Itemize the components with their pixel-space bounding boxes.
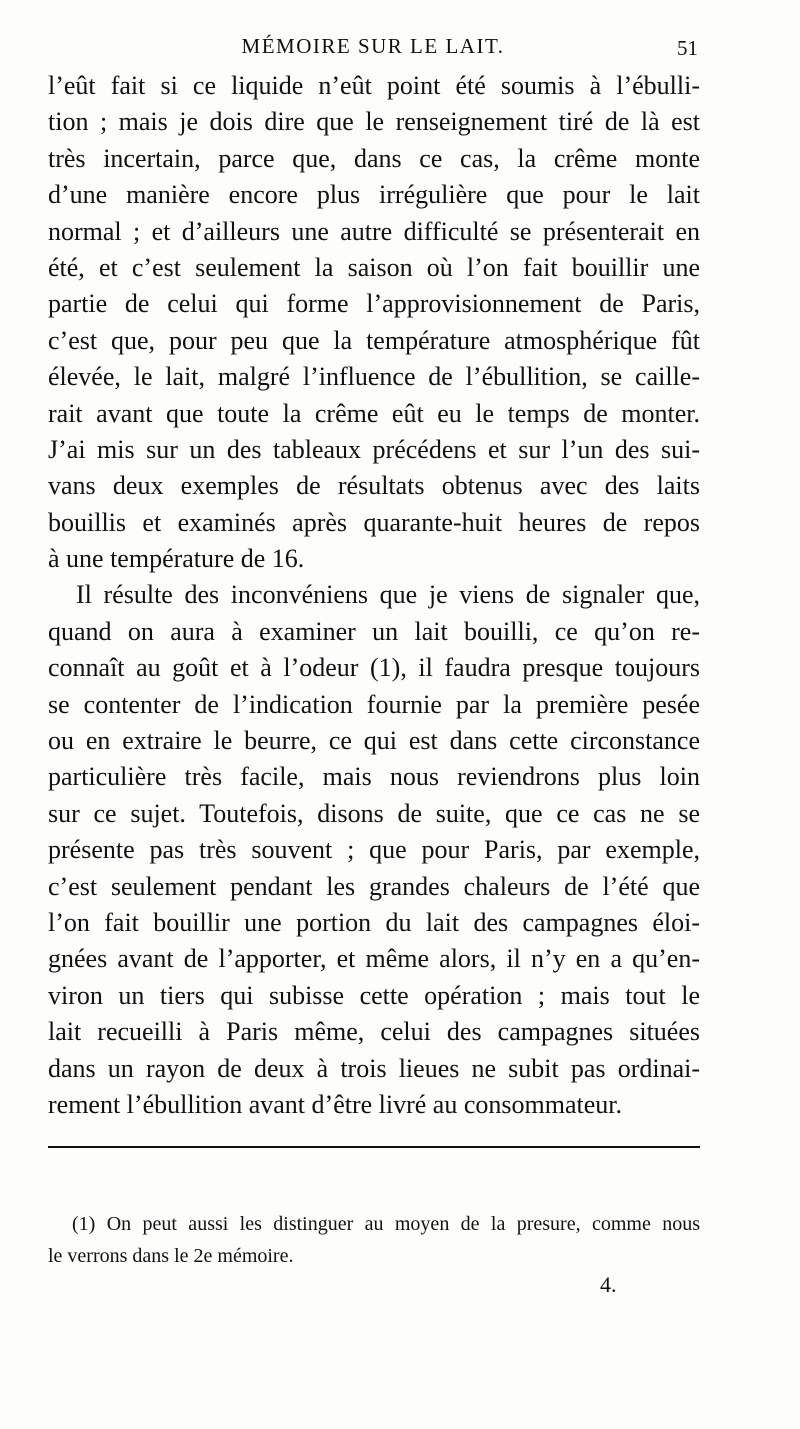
text-line: rement l’ébullition avant d’être livré au consommateur. — [48, 1089, 622, 1119]
text-line: se contenter de l’indication fournie par la première pesée — [48, 689, 700, 719]
footnote-rule — [48, 1146, 700, 1148]
text-line: bouillis et examinés après quarante-huit heures de repos — [48, 507, 700, 537]
text-line: élevée, le lait, malgré l’influence de l’ébullition, se caille- — [48, 362, 700, 392]
text-line: J’ai mis sur un des tableaux précédens et sur l’un des sui- — [48, 434, 700, 464]
page-number: 51 — [677, 36, 698, 60]
text-line: normal ; et d’ailleurs une autre difficulté se présenterait en — [48, 216, 700, 246]
footnote-line: (1) On peut aussi les distinguer au moyen de la presure, comme nous — [72, 1213, 700, 1235]
footnote — [48, 1208, 700, 1272]
text-line: rait avant que toute la crême eût eu le temps de monter. — [48, 398, 700, 428]
text-line: sur ce sujet. Toutefois, disons de suite, que ce cas ne se — [48, 798, 700, 828]
text-line: présente pas très souvent ; que pour Paris, par exemple, — [48, 835, 700, 865]
text-line: l’on fait bouillir une portion du lait des campagnes éloi- — [48, 907, 700, 937]
text-line: connaît au goût et à l’odeur (1), il faudra presque toujours — [48, 653, 700, 683]
running-head — [48, 30, 698, 64]
text-line: tion ; mais je dois dire que le renseignement tiré de là est — [48, 107, 700, 137]
text-line: partie de celui qui forme l’approvisionnement de Paris, — [48, 289, 700, 319]
text-line: c’est seulement pendant les grandes chaleurs de l’été que — [48, 871, 700, 901]
text-line: d’une manière encore plus irrégulière que pour le lait — [48, 180, 700, 210]
text-line: l’eût fait si ce liquide n’eût point été soumis à l’ébulli- — [48, 71, 700, 100]
body-text — [48, 68, 700, 1123]
text-line: été, et c’est seulement la saison où l’on fait bouillir une — [48, 252, 700, 282]
text-line: particulière très facile, mais nous reviendrons plus loin — [48, 762, 700, 792]
text-line: ou en extraire le beurre, ce qui est dans cette circonstance — [48, 726, 700, 756]
running-title: MÉMOIRE SUR LE LAIT. — [241, 34, 505, 58]
text-line: à une température de 16. — [48, 544, 305, 574]
paragraph-start-line: Il résulte des inconvéniens que je viens de signaler que, — [76, 580, 700, 610]
text-line: vans deux exemples de résultats obtenus avec des laits — [48, 471, 700, 501]
text-line: viron un tiers qui subisse cette opération ; mais tout le — [48, 980, 700, 1010]
text-line: quand on aura à examiner un lait bouilli, ce qu’on re- — [48, 616, 700, 646]
text-line: gnées avant de l’apporter, et même alors, il n’y en a qu’en- — [48, 944, 700, 974]
text-line: très incertain, parce que, dans ce cas, la crême monte — [48, 143, 700, 173]
text-line: dans un rayon de deux à trois lieues ne subit pas ordinai- — [48, 1053, 700, 1083]
footnote-line: le verrons dans le 2e mémoire. — [48, 1245, 294, 1267]
text-line: c’est que, pour peu que la température atmosphérique fût — [48, 325, 700, 355]
signature-mark: 4. — [600, 1272, 617, 1297]
text-line: lait recueilli à Paris même, celui des campagnes situées — [48, 1017, 700, 1047]
